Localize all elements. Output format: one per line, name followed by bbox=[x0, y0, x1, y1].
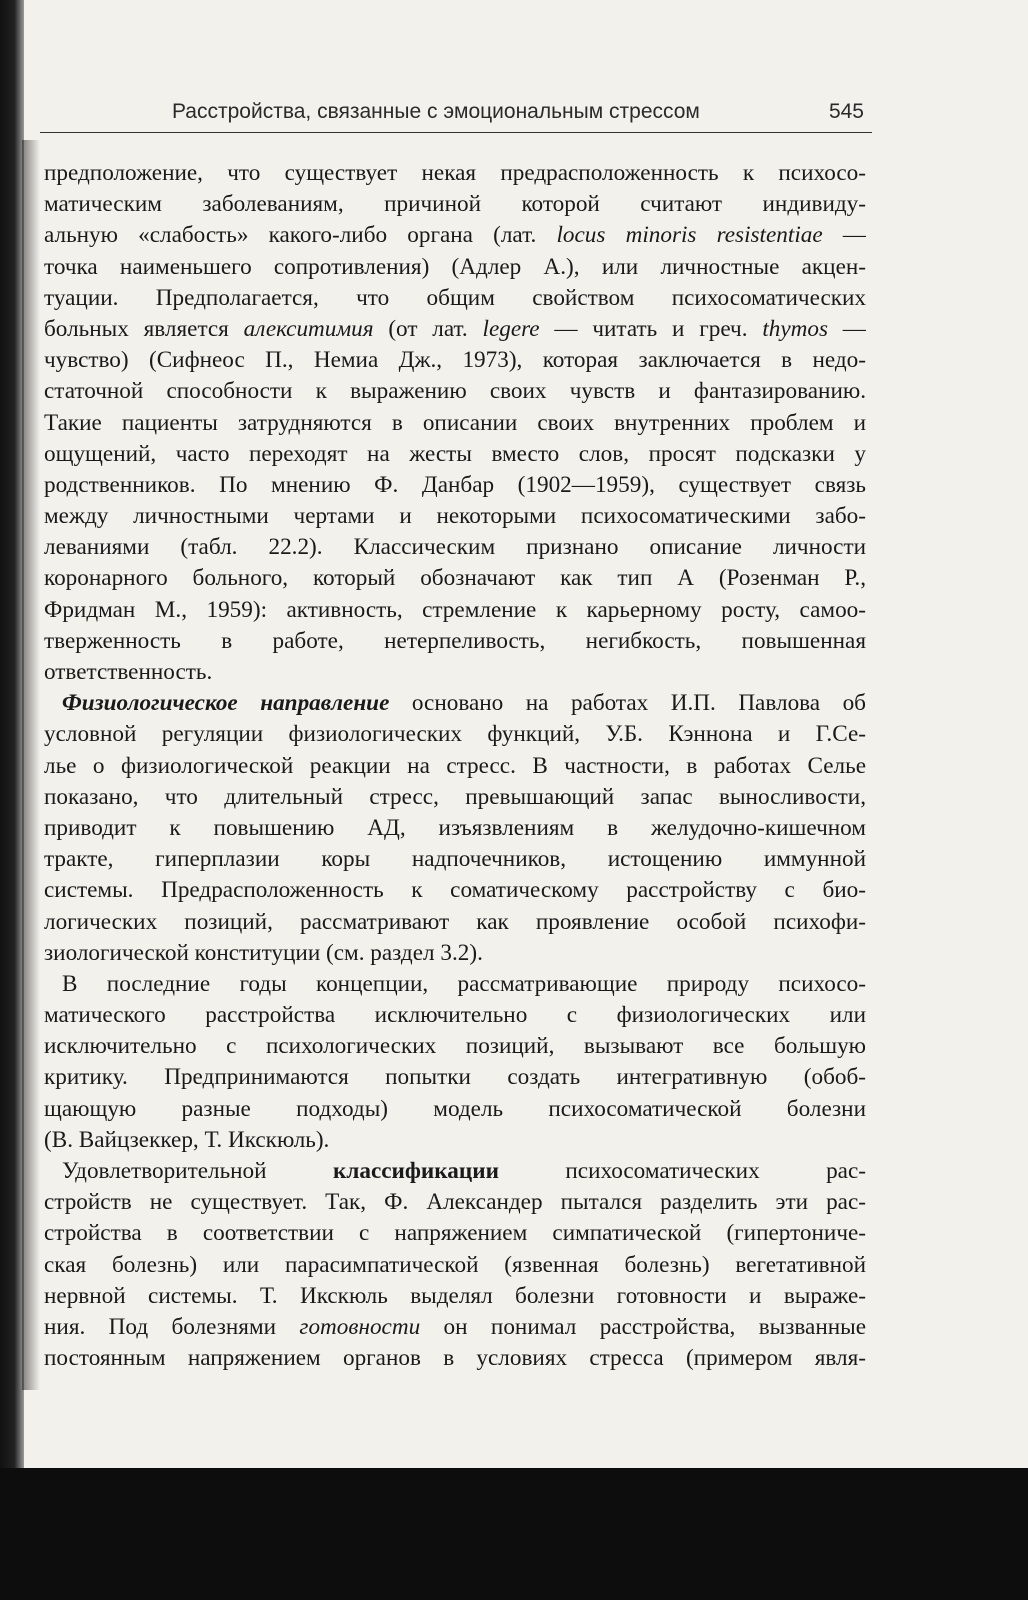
body-text bbox=[44, 158, 866, 1374]
text-line bbox=[44, 969, 866, 1000]
line-text: родственников. По мнению Ф. Данбар (1902—1959), существует связь bbox=[44, 471, 866, 498]
text-line bbox=[44, 688, 866, 719]
line-text: он понимал расстройства, вызванные bbox=[420, 1313, 866, 1340]
line-text: матического расстройства исключительно с физиологических или bbox=[44, 1002, 866, 1029]
text-line bbox=[44, 1343, 866, 1374]
text-line bbox=[44, 1156, 866, 1187]
line-text: тракте, гиперплазии коры надпочечников, истощению иммунной bbox=[44, 846, 866, 873]
line-text: предположение, что существует некая предрасположенность к психосо- bbox=[44, 160, 866, 186]
emphasis-text: locus minoris resistentiae bbox=[556, 222, 823, 249]
text-line bbox=[44, 1000, 866, 1031]
line-text: леваниями (табл. 22.2). Классическим признано описание личности bbox=[44, 534, 866, 561]
text-line bbox=[44, 314, 866, 345]
text-line bbox=[44, 283, 866, 314]
text-line bbox=[44, 751, 866, 782]
emphasis-text: классификации bbox=[332, 1158, 499, 1184]
line-text: Такие пациенты затрудняются в описании своих внутренних проблем и bbox=[44, 409, 866, 436]
line-text: показано, что длительный стресс, превышающий запас выносливости, bbox=[44, 783, 866, 810]
line-text: условной регуляции физиологических функций, У.Б. Кэннона и Г.Се- bbox=[44, 721, 866, 748]
emphasis-text: Физиологическое направление bbox=[62, 690, 390, 717]
line-text: критику. Предпринимаются попытки создать интегративную (обоб- bbox=[44, 1064, 866, 1091]
line-text: (В. Вайцзеккер, Т. Икскюль). bbox=[44, 1126, 330, 1153]
text-line bbox=[44, 1312, 866, 1343]
text-line bbox=[44, 1218, 866, 1249]
line-text: основано на работах И.П. Павлова об bbox=[389, 690, 866, 717]
line-text: коронарного больного, который обозначают как тип А (Розенман Р., bbox=[44, 565, 866, 592]
text-line bbox=[44, 1094, 866, 1125]
text-line bbox=[44, 408, 866, 439]
line-text: В последние годы концепции, рассматривающие природу психосо- bbox=[62, 970, 866, 997]
line-text: — bbox=[822, 222, 866, 249]
line-text: зиологической конституции (см. раздел 3.2). bbox=[44, 939, 483, 966]
text-line bbox=[44, 813, 866, 844]
book-spine-shadow bbox=[0, 0, 24, 1470]
header-rule bbox=[40, 132, 872, 133]
text-line bbox=[44, 158, 866, 189]
emphasis-text: алекситимия bbox=[243, 315, 374, 342]
line-text: альную «слабость» какого-либо органа (лат. bbox=[44, 222, 557, 249]
text-line bbox=[44, 563, 866, 594]
page-number: 545 bbox=[828, 100, 864, 123]
line-text: психосоматических рас- bbox=[498, 1158, 866, 1184]
line-text: тверженность в работе, нетерпеливость, негибкость, повышенная bbox=[44, 627, 866, 654]
text-line bbox=[44, 938, 866, 969]
line-text: Фридман М., 1959): активность, стремление к карьерному росту, самоо- bbox=[44, 596, 866, 623]
emphasis-text: legere bbox=[482, 315, 540, 342]
line-text: лье о физиологической реакции на стресс. В частности, в работах Селье bbox=[44, 752, 866, 779]
line-text: между личностными чертами и некоторыми психосоматическими забо- bbox=[44, 503, 866, 530]
text-line bbox=[44, 719, 866, 750]
text-line bbox=[44, 1187, 866, 1218]
line-text: — bbox=[828, 315, 866, 342]
text-line bbox=[44, 626, 866, 657]
text-line bbox=[44, 875, 866, 906]
line-text: чувство) (Сифнеос П., Немиа Дж., 1973), которая заключается в недо- bbox=[44, 347, 866, 374]
line-text: стройства в соответствии с напряжением симпатической (гипертониче- bbox=[44, 1220, 866, 1247]
line-text: постоянным напряжением органов в условиях стресса (примером явля- bbox=[44, 1345, 866, 1372]
line-text: туации. Предполагается, что общим свойством психосоматических bbox=[44, 284, 866, 311]
text-line bbox=[44, 1281, 866, 1312]
line-text: (от лат. bbox=[373, 315, 483, 342]
line-text: ответственность. bbox=[44, 659, 213, 685]
text-line bbox=[44, 595, 866, 626]
text-line bbox=[44, 220, 866, 251]
text-line bbox=[44, 189, 866, 220]
text-line bbox=[44, 1250, 866, 1281]
emphasis-text: готовности bbox=[299, 1313, 421, 1340]
text-line bbox=[44, 376, 866, 407]
line-text: системы. Предрасположенность к соматическому расстройству с био- bbox=[44, 877, 866, 904]
text-line bbox=[44, 501, 866, 532]
text-line bbox=[44, 1062, 866, 1093]
scan-dark-margin bbox=[0, 1468, 1028, 1600]
text-line bbox=[44, 345, 866, 376]
binding-gradient bbox=[22, 140, 40, 1390]
line-text: щающую разные подходы) модель психосоматической болезни bbox=[44, 1095, 866, 1122]
line-text: ощущений, часто переходят на жесты вместо слов, просят подсказки у bbox=[44, 440, 866, 467]
text-line bbox=[44, 470, 866, 501]
text-line bbox=[44, 439, 866, 470]
line-text: ния. Под болезнями bbox=[44, 1313, 300, 1340]
running-header-title: Расстройства, связанные с эмоциональным стрессом bbox=[172, 100, 700, 123]
text-line bbox=[44, 782, 866, 813]
line-text: логических позиций, рассматривают как проявление особой психофи- bbox=[44, 908, 866, 935]
text-line bbox=[44, 532, 866, 563]
line-text: стройств не существует. Так, Ф. Александер пытался разделить эти рас- bbox=[44, 1189, 866, 1216]
text-line bbox=[44, 907, 866, 938]
text-line bbox=[44, 252, 866, 283]
text-line bbox=[44, 1031, 866, 1062]
line-text: больных является bbox=[44, 315, 244, 342]
text-line bbox=[44, 1125, 866, 1156]
line-text: точка наименьшего сопротивления) (Адлер А.), или личностные акцен- bbox=[44, 253, 866, 280]
line-text: ская болезнь) или парасимпатической (язвенная болезнь) вегетативной bbox=[44, 1251, 866, 1278]
line-text: статочной способности к выражению своих чувств и фантазированию. bbox=[44, 378, 866, 405]
running-header bbox=[172, 100, 864, 124]
emphasis-text: thymos bbox=[762, 315, 829, 342]
line-text: исключительно с психологических позиций, вызывают все большую bbox=[44, 1033, 866, 1060]
line-text: Удовлетворительной bbox=[62, 1158, 333, 1184]
text-line bbox=[44, 844, 866, 875]
line-text: приводит к повышению АД, изъязвлениям в желудочно-кишечном bbox=[44, 814, 866, 841]
line-text: — читать и греч. bbox=[539, 315, 763, 342]
text-line bbox=[44, 657, 866, 688]
line-text: нервной системы. Т. Икскюль выделял болезни готовности и выраже- bbox=[44, 1282, 866, 1309]
line-text: матическим заболеваниям, причиной которой считают индивиду- bbox=[44, 191, 866, 218]
